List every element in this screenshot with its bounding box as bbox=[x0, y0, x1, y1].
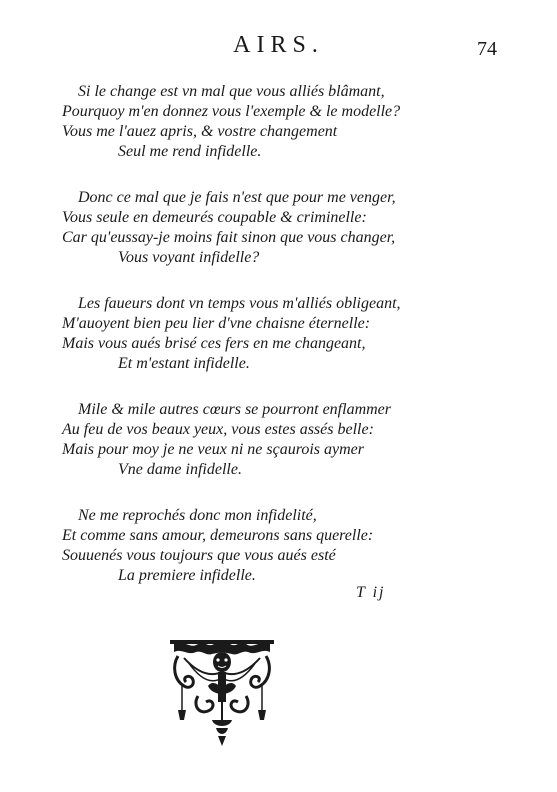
running-title: AIRS. bbox=[233, 32, 324, 58]
stanza-1 bbox=[62, 82, 502, 162]
stanza-2 bbox=[62, 188, 502, 268]
verse-line: Car qu'eussay-je moins fait sinon que vous changer, bbox=[62, 229, 396, 246]
verse-line: Vous seule en demeurés coupable & criminelle: bbox=[62, 209, 367, 226]
verse-line: Au feu de vos beaux yeux, vous estes assés belle: bbox=[62, 421, 374, 438]
verse-line: Pourquoy m'en donnez vous l'exemple & le modelle? bbox=[62, 103, 401, 120]
stanza-3 bbox=[62, 294, 502, 374]
verse-line: Mais pour moy je ne veux ni ne sçaurois aymer bbox=[62, 441, 364, 458]
verse-refrain-line: La premiere infidelle. bbox=[118, 567, 256, 584]
verse-line: Ne me reprochés donc mon infidelité, bbox=[78, 507, 317, 524]
verse-line: Donc ce mal que je fais n'est que pour me venger, bbox=[78, 189, 396, 206]
verse-line: Mais vous aués brisé ces fers en me changeant, bbox=[62, 335, 366, 352]
verse-refrain-line: Seul me rend infidelle. bbox=[118, 143, 262, 160]
verse-line: Si le change est vn mal que vous alliés blâmant, bbox=[78, 83, 385, 100]
signature-mark: T ij bbox=[356, 584, 386, 601]
poem bbox=[62, 82, 502, 612]
verse-refrain-line: Vous voyant infidelle? bbox=[118, 249, 260, 266]
tailpiece-ornament-icon bbox=[168, 636, 276, 748]
stanza-5 bbox=[62, 506, 502, 586]
verse-line: Les faueurs dont vn temps vous m'alliés obligeant, bbox=[78, 295, 401, 312]
page-number: 74 bbox=[477, 38, 497, 60]
verse-line: Et comme sans amour, demeurons sans querelle: bbox=[62, 527, 374, 544]
stanza-4 bbox=[62, 400, 502, 480]
verse-line: Souuenés vous toujours que vous aués esté bbox=[62, 547, 336, 564]
verse-line: Mile & mile autres cœurs se pourront enflammer bbox=[78, 401, 392, 418]
verse-refrain-line: Et m'estant infidelle. bbox=[118, 355, 250, 372]
verse-line: Vous me l'auez apris, & vostre changement bbox=[62, 123, 338, 140]
verse-line: M'auoyent bien peu lier d'vne chaisne éternelle: bbox=[62, 315, 371, 332]
verse-refrain-line: Vne dame infidelle. bbox=[118, 461, 242, 478]
